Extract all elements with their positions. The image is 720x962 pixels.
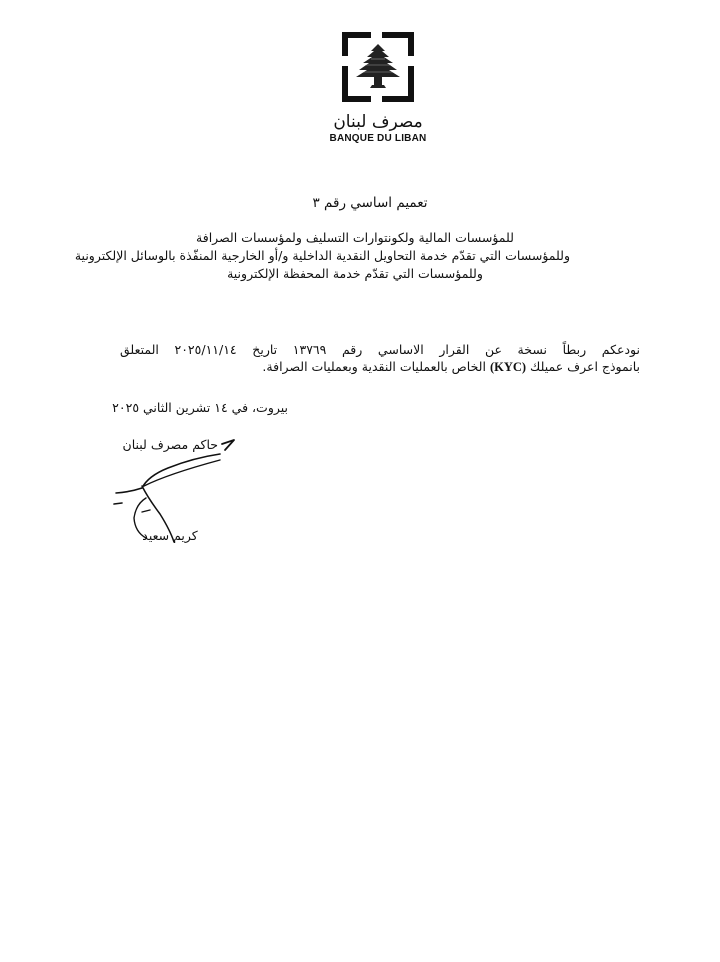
addressees-block — [74, 229, 570, 283]
body-paragraph — [120, 341, 640, 376]
addressee-line: للمؤسسات المالية ولكونتوارات التسليف ولمؤسسات الصرافة — [196, 230, 514, 245]
body-line-2 — [120, 358, 640, 376]
signatory-name: كريم سعيد — [142, 528, 198, 543]
circular-title: تعميم اساسي رقم ٣ — [312, 195, 428, 211]
body-line-2-end: الخاص بالعمليات النقدية وبعمليات الصرافة. — [262, 359, 486, 374]
cedar-tree-frame-icon — [342, 32, 414, 102]
place-date: بيروت، في ١٤ تشرين الثاني ٢٠٢٥ — [112, 400, 288, 415]
bank-name-arabic: مصرف لبنان — [333, 112, 423, 132]
signatory-title: حاكم مصرف لبنان — [122, 437, 218, 452]
addressee-line: وللمؤسسات التي تقدّم خدمة التحاويل النقدية الداخلية و/أو الخارجية المنفّذة بالوسائل الإلكترونية — [74, 248, 570, 263]
body-line-2-start: بانموذج اعرف عميلك — [530, 359, 640, 374]
bank-name-french: BANQUE DU LIBAN — [329, 133, 427, 144]
kyc-term: (KYC) — [489, 360, 527, 374]
addressee-line: وللمؤسسات التي تقدّم خدمة المحفظة الإلكترونية — [227, 266, 483, 281]
body-line-1: نودعكم ربطاً نسخة عن القرار الاساسي رقم ١٣٧٦٩ تاريخ ٢٠٢٥/١١/١٤ المتعلق — [120, 342, 640, 357]
